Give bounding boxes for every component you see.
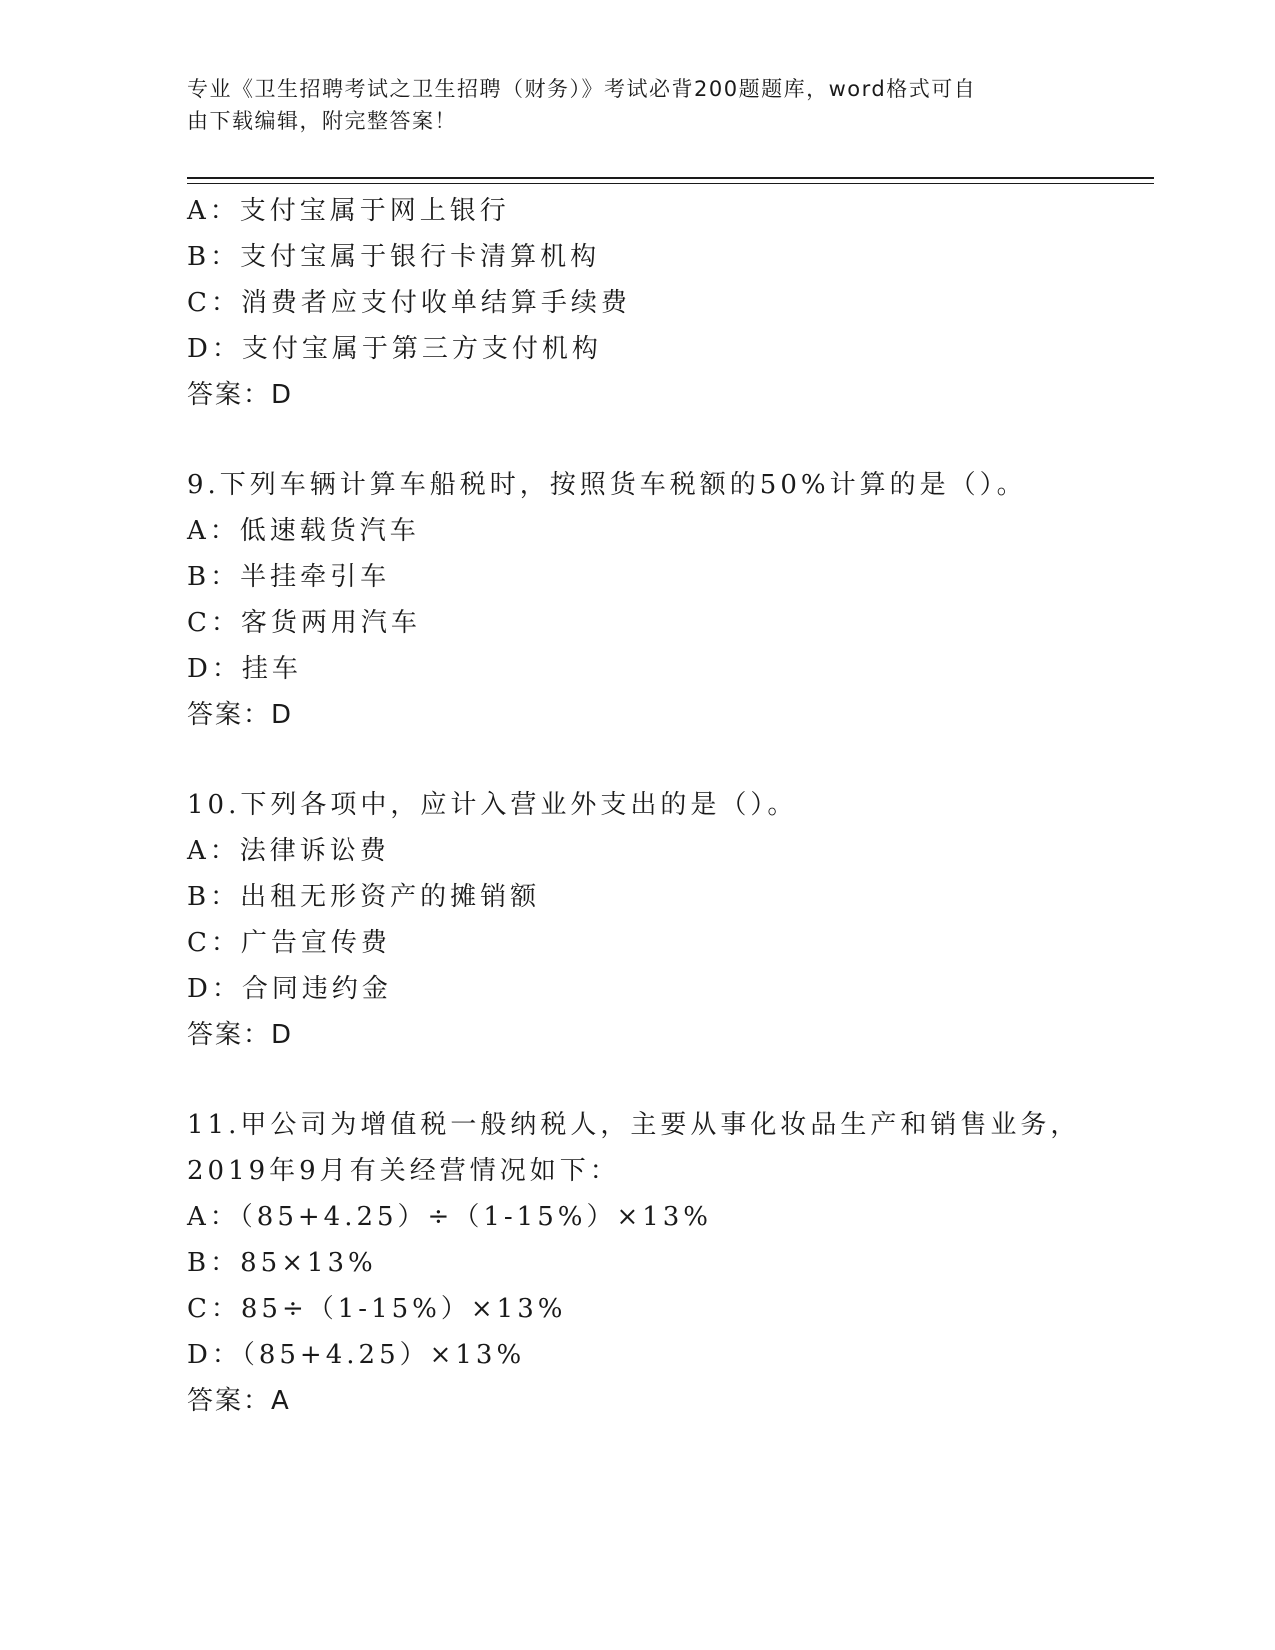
option-d: D：挂车: [187, 654, 302, 684]
question-text-line-2: 2019年9月有关经营情况如下：: [187, 1156, 620, 1186]
spacer: [187, 1058, 1154, 1102]
header-line-2: 由下载编辑，附完整答案！: [187, 109, 457, 133]
document-header: [187, 73, 1087, 137]
option-d: D：（85+4.25）×13%: [187, 1340, 526, 1370]
option-a: A：低速载货汽车: [187, 516, 420, 546]
option-a: A：（85+4.25）÷（1-15%）×13%: [187, 1202, 713, 1232]
answer-line: 答案：A: [187, 1386, 291, 1416]
option-c: C：85÷（1-15%）×13%: [187, 1294, 567, 1324]
question-text: 9.下列车辆计算车船税时，按照货车税额的50%计算的是（）。: [187, 470, 1027, 500]
answer-line: 答案：D: [187, 700, 294, 730]
option-b: B：半挂牵引车: [187, 562, 391, 592]
option-a: A：支付宝属于网上银行: [187, 196, 510, 226]
option-b: B：出租无形资产的摊销额: [187, 882, 541, 912]
option-c: C：消费者应支付收单结算手续费: [187, 288, 631, 318]
option-b: B：支付宝属于银行卡清算机构: [187, 242, 601, 272]
answer-line: 答案：D: [187, 380, 294, 410]
question-text: 10.下列各项中，应计入营业外支出的是（）。: [187, 790, 798, 820]
question-block-8: [187, 188, 1154, 418]
header-line-1: 专业《卫生招聘考试之卫生招聘（财务）》考试必背200题题库，word格式可自: [187, 77, 977, 101]
question-text-line-1: 11.甲公司为增值税一般纳税人，主要从事化妆品生产和销售业务，: [187, 1110, 1081, 1140]
header-divider-thin: [187, 183, 1154, 184]
option-d: D：合同违约金: [187, 974, 392, 1004]
option-d: D：支付宝属于第三方支付机构: [187, 334, 602, 364]
option-a: A：法律诉讼费: [187, 836, 390, 866]
option-c: C：客货两用汽车: [187, 608, 421, 638]
question-block-9: [187, 462, 1154, 738]
option-c: C：广告宣传费: [187, 928, 391, 958]
question-block-10: [187, 782, 1154, 1058]
header-divider-thick: [187, 177, 1154, 179]
question-block-11: [187, 1102, 1154, 1424]
answer-line: 答案：D: [187, 1020, 294, 1050]
question-list: [187, 188, 1154, 1424]
spacer: [187, 418, 1154, 462]
option-b: B：85×13%: [187, 1248, 377, 1278]
spacer: [187, 738, 1154, 782]
